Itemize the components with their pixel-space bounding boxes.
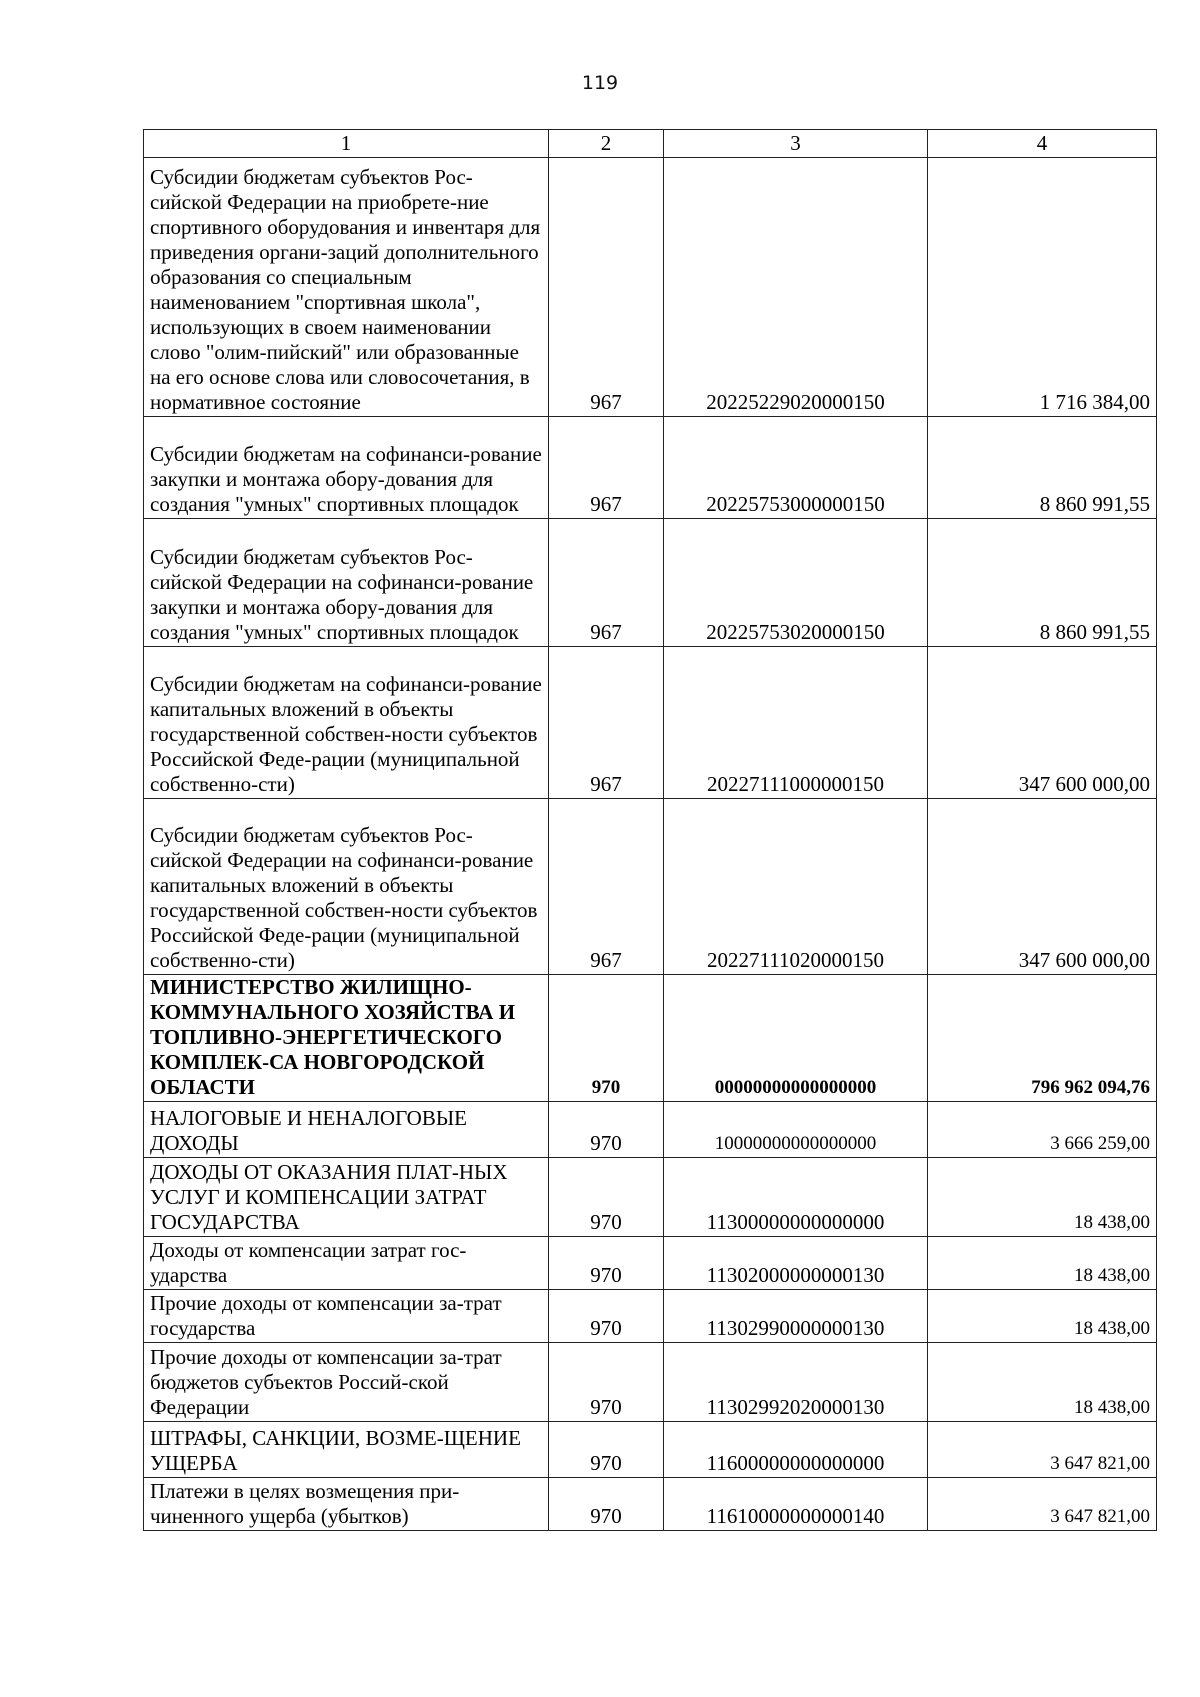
table-row xyxy=(144,1158,1157,1237)
row-name: Субсидии бюджетам на софинанси-рование закупки и монтажа обору-дования для создания "умных" спортивных площадок xyxy=(144,417,549,519)
column-header-4: 4 xyxy=(928,130,1157,158)
table-row xyxy=(144,1102,1157,1158)
table-row xyxy=(144,647,1157,799)
row-amount: 3 647 821,00 xyxy=(928,1478,1157,1531)
row-amount: 8 860 991,55 xyxy=(928,519,1157,647)
row-budget-code: 11302000000000130 xyxy=(664,1237,928,1290)
row-name: Субсидии бюджетам субъектов Рос-сийской Федерации на приобрете-ние спортивного оборудования и инвентаря для приведения органи-заций дополнительного образования со специальным наименованием "спортивная школа", использующих в своем наименовании слово "олим-пийский" или образованные на его основе слова или словосочетания, в нормативное состояние xyxy=(144,158,549,417)
row-budget-code: 00000000000000000 xyxy=(664,975,928,1102)
row-budget-code: 11610000000000140 xyxy=(664,1478,928,1531)
row-budget-code: 11302992020000130 xyxy=(664,1343,928,1422)
row-amount: 3 666 259,00 xyxy=(928,1102,1157,1158)
row-budget-code: 20227111000000150 xyxy=(664,647,928,799)
row-admin-code: 970 xyxy=(549,1343,664,1422)
row-name: Платежи в целях возмещения при-чиненного ущерба (убытков) xyxy=(144,1478,549,1531)
row-admin-code: 970 xyxy=(549,1102,664,1158)
page-number: 119 xyxy=(581,72,619,94)
row-name: Прочие доходы от компенсации за-трат бюджетов субъектов Россий-ской Федерации xyxy=(144,1343,549,1422)
row-name: МИНИСТЕРСТВО ЖИЛИЩНО-КОММУНАЛЬНОГО ХОЗЯЙСТВА И ТОПЛИВНО-ЭНЕРГЕТИЧЕСКОГО КОМПЛЕК-СА НОВГОРОДСКОЙ ОБЛАСТИ xyxy=(144,975,549,1102)
row-budget-code: 11600000000000000 xyxy=(664,1422,928,1478)
row-admin-code: 970 xyxy=(549,1422,664,1478)
row-admin-code: 967 xyxy=(549,519,664,647)
row-amount: 18 438,00 xyxy=(928,1290,1157,1343)
row-admin-code: 967 xyxy=(549,158,664,417)
row-amount: 18 438,00 xyxy=(928,1237,1157,1290)
row-amount: 796 962 094,76 xyxy=(928,975,1157,1102)
row-name: ШТРАФЫ, САНКЦИИ, ВОЗМЕ-ЩЕНИЕ УЩЕРБА xyxy=(144,1422,549,1478)
row-budget-code: 20225229020000150 xyxy=(664,158,928,417)
table-row xyxy=(144,1478,1157,1531)
row-amount: 18 438,00 xyxy=(928,1158,1157,1237)
row-admin-code: 967 xyxy=(549,417,664,519)
row-amount: 18 438,00 xyxy=(928,1343,1157,1422)
column-header-2: 2 xyxy=(549,130,664,158)
row-amount: 8 860 991,55 xyxy=(928,417,1157,519)
row-admin-code: 967 xyxy=(549,647,664,799)
row-budget-code: 11300000000000000 xyxy=(664,1158,928,1237)
table-row xyxy=(144,1237,1157,1290)
row-admin-code: 970 xyxy=(549,1290,664,1343)
table-row xyxy=(144,799,1157,975)
row-name: Субсидии бюджетам субъектов Рос-сийской Федерации на софинанси-рование закупки и монтажа обору-дования для создания "умных" спортивных площадок xyxy=(144,519,549,647)
row-amount: 347 600 000,00 xyxy=(928,799,1157,975)
row-admin-code: 967 xyxy=(549,799,664,975)
column-header-3: 3 xyxy=(664,130,928,158)
table-row xyxy=(144,1343,1157,1422)
row-admin-code: 970 xyxy=(549,975,664,1102)
row-amount: 1 716 384,00 xyxy=(928,158,1157,417)
row-name: ДОХОДЫ ОТ ОКАЗАНИЯ ПЛАТ-НЫХ УСЛУГ И КОМПЕНСАЦИИ ЗАТРАТ ГОСУДАРСТВА xyxy=(144,1158,549,1237)
table-row xyxy=(144,1422,1157,1478)
row-budget-code: 20225753020000150 xyxy=(664,519,928,647)
table-row-ministry xyxy=(144,975,1157,1102)
row-amount: 3 647 821,00 xyxy=(928,1422,1157,1478)
table-row xyxy=(144,158,1157,417)
table-row xyxy=(144,519,1157,647)
row-admin-code: 970 xyxy=(549,1478,664,1531)
row-budget-code: 20225753000000150 xyxy=(664,417,928,519)
column-header-1: 1 xyxy=(144,130,549,158)
row-amount: 347 600 000,00 xyxy=(928,647,1157,799)
revenue-table xyxy=(143,129,1157,1531)
table-row xyxy=(144,1290,1157,1343)
row-admin-code: 970 xyxy=(549,1158,664,1237)
row-name: Субсидии бюджетам на софинанси-рование капитальных вложений в объекты государственной собствен-ности субъектов Российской Феде-рации (муниципальной собственно-сти) xyxy=(144,647,549,799)
row-admin-code: 970 xyxy=(549,1237,664,1290)
table-row xyxy=(144,417,1157,519)
row-budget-code: 10000000000000000 xyxy=(664,1102,928,1158)
row-name: Субсидии бюджетам субъектов Рос-сийской Федерации на софинанси-рование капитальных вложений в объекты государственной собствен-ности субъектов Российской Феде-рации (муниципальной собственно-сти) xyxy=(144,799,549,975)
row-budget-code: 20227111020000150 xyxy=(664,799,928,975)
table-header-row xyxy=(144,130,1157,158)
row-name: Прочие доходы от компенсации за-трат государства xyxy=(144,1290,549,1343)
row-name: Доходы от компенсации затрат гос-ударства xyxy=(144,1237,549,1290)
row-budget-code: 11302990000000130 xyxy=(664,1290,928,1343)
row-name: НАЛОГОВЫЕ И НЕНАЛОГОВЫЕ ДОХОДЫ xyxy=(144,1102,549,1158)
